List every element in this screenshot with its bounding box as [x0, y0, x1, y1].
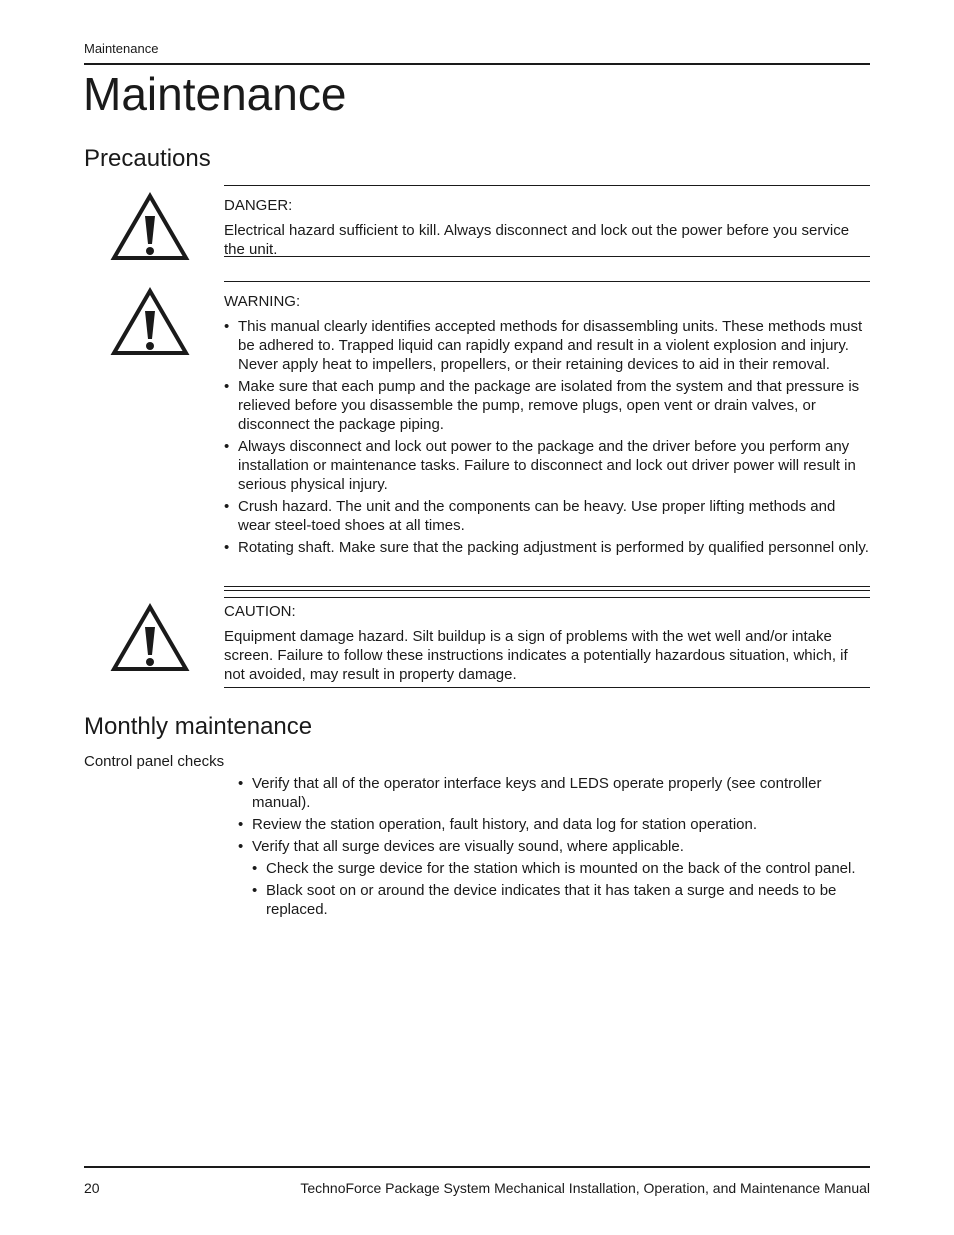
warning-item: • Always disconnect and lock out power to the package and the driver before you perform any installation or maintenance tasks. Failure to disconnect and lock out driver power will result in serious physical injury.: [224, 437, 870, 494]
danger-label: DANGER:: [224, 197, 293, 214]
warning-list: [224, 317, 870, 557]
caution-notice: [224, 597, 870, 688]
warning-item: • Make sure that each pump and the package are isolated from the system and that pressure is relieved before you disassemble the pump, remove plugs, open vent or drain valves, or disconnect the package piping.: [224, 377, 870, 434]
caution-warning-triangle-icon: [110, 601, 190, 673]
caution-label: CAUTION:: [224, 603, 296, 620]
list-item: [238, 774, 870, 812]
control-panel-checks-label: Control panel checks: [84, 753, 225, 770]
surge-device-sublist: [252, 859, 870, 919]
control-panel-checklist: [238, 774, 870, 922]
page-title: Maintenance: [83, 68, 347, 120]
list-item: [238, 837, 870, 919]
precautions-heading: Precautions: [84, 145, 211, 172]
footer-manual-title: TechnoForce Package System Mechanical Installation, Operation, and Maintenance Manual: [300, 1180, 870, 1196]
list-item: [238, 815, 870, 834]
warning-notice: [224, 281, 870, 587]
danger-warning-triangle-icon: [110, 190, 190, 262]
list-item-text: Verify that all of the operator interface keys and LEDS operate properly (see controller manual).: [252, 775, 822, 811]
footer-rule: [84, 1166, 870, 1168]
danger-text: Electrical hazard sufficient to kill. Always disconnect and lock out the power before you service the unit.: [224, 222, 850, 258]
monthly-maintenance-heading: Monthly maintenance: [84, 713, 313, 740]
warning-item: • Rotating shaft. Make sure that the packing adjustment is performed by qualified personnel only.: [224, 538, 870, 557]
notice-divider: [224, 590, 870, 591]
sub-list-item: • Black soot on or around the device indicates that it has taken a surge and needs to be replaced.: [252, 881, 870, 919]
page-number: 20: [84, 1180, 100, 1196]
list-item-text: Verify that all surge devices are visually sound, where applicable.: [252, 838, 684, 855]
sub-list-item: • Check the surge device for the station which is mounted on the back of the control panel.: [252, 859, 870, 878]
list-item-text: Review the station operation, fault history, and data log for station operation.: [252, 816, 758, 833]
warning-item: • This manual clearly identifies accepted methods for disassembling units. These methods must be adhered to. Trapped liquid can rapidly expand and result in a violent explosion and injury. Never apply heat to impellers, propellers, or their retaining devices to aid in their removal.: [224, 317, 870, 374]
header-rule: [84, 63, 870, 65]
warning-triangle-icon: [110, 285, 190, 357]
running-header: Maintenance: [84, 41, 159, 56]
warning-label: WARNING:: [224, 293, 301, 310]
caution-text: Equipment damage hazard. Silt buildup is a sign of problems with the wet well and/or intake screen. Failure to follow these instructions indicates a potentially hazardous situation, which, if not avoided, may result in property damage.: [224, 628, 848, 683]
warning-item: • Crush hazard. The unit and the components can be heavy. Use proper lifting methods and wear steel-toed shoes at all times.: [224, 497, 870, 535]
danger-notice: [224, 185, 870, 257]
